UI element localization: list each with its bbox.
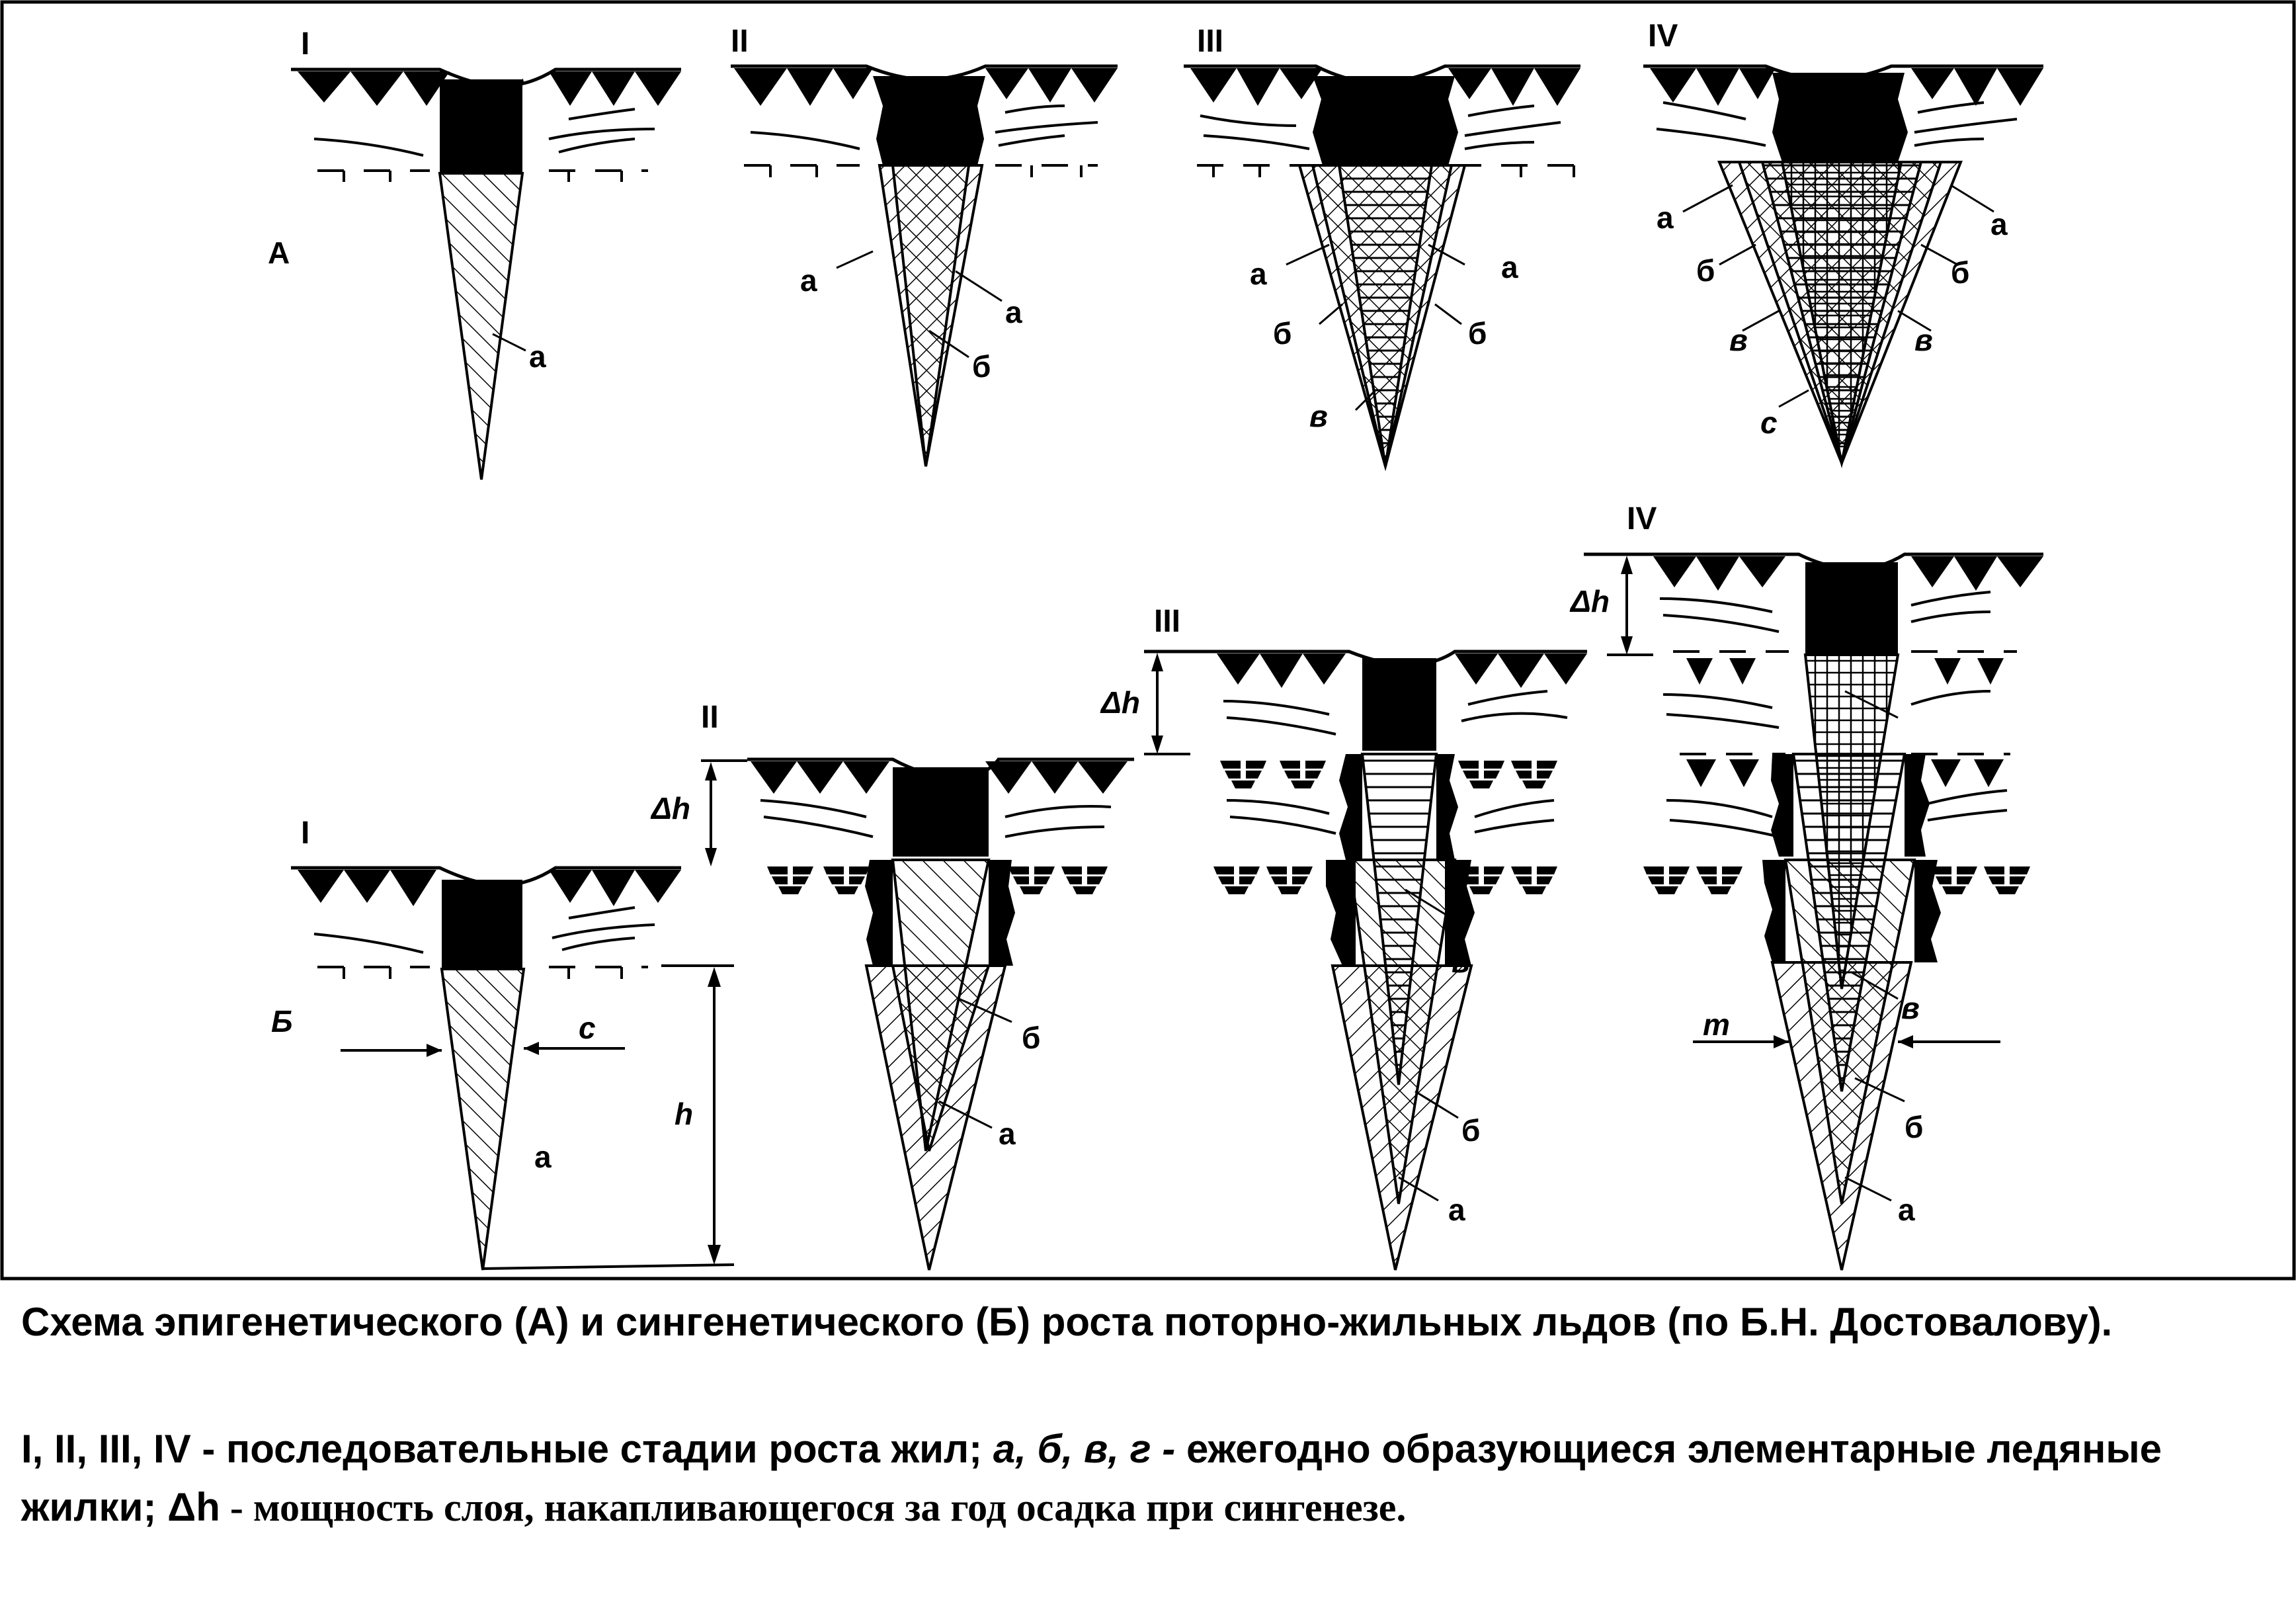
stage-b2: [701, 759, 1134, 1270]
legend-lead: I, II, III, IV - последовательные стадии роста жил;: [21, 1427, 993, 1471]
label-a: а: [1657, 200, 1674, 235]
label-b: б: [1022, 1021, 1041, 1055]
label-b: б: [972, 349, 991, 384]
stage-a3: [1184, 66, 1587, 466]
label-a: а: [1250, 257, 1267, 291]
caption-legend: [21, 1420, 2270, 1537]
label-dh: Δh: [1571, 584, 1610, 618]
label-a: а: [1448, 1193, 1465, 1227]
label-v: в: [1452, 945, 1470, 979]
stage-b3: [1144, 652, 1587, 1270]
label-c: с: [1760, 405, 1778, 440]
label-v: в: [1914, 323, 1933, 357]
label-b: б: [1461, 1113, 1481, 1148]
label-b: б: [1273, 316, 1292, 351]
label-a: а: [529, 339, 546, 374]
label-a: а: [1990, 207, 2008, 241]
row-b-label: Б: [271, 1004, 293, 1038]
figure-border: [2, 2, 2294, 1279]
label-h: h: [675, 1097, 694, 1131]
label-a: а: [800, 263, 817, 298]
label-dh: Δh: [1101, 685, 1140, 720]
stage-label-b1: I: [301, 816, 310, 851]
stage-label-b4: IV: [1627, 501, 1657, 536]
row-a-label: А: [268, 235, 290, 270]
label-b: б: [1696, 253, 1715, 288]
row-b-syngenetic: [291, 554, 2043, 1270]
stage-label-b2: II: [701, 700, 719, 735]
label-v: в: [1309, 399, 1328, 433]
row-a-epigenetic: [291, 66, 2043, 480]
stage-label-a2: II: [731, 24, 749, 59]
label-b: б: [1468, 316, 1487, 351]
stage-label-a1: I: [301, 26, 310, 62]
label-b: б: [1951, 255, 1970, 290]
stage-a1: [291, 69, 681, 480]
stage-b1: [291, 868, 734, 1270]
caption-title: Схема эпигенетического (А) и сингенетического (Б) роста поторно-жильных льдов (по Б.Н. Достовалову).: [21, 1300, 2113, 1344]
label-v: в: [1901, 991, 1920, 1025]
label-m: m: [1703, 1007, 1730, 1042]
figure-caption: [21, 1293, 2270, 1537]
label-v: в: [1729, 323, 1748, 357]
stage-a2: [731, 66, 1118, 466]
legend-italic: а, б, в, г -: [993, 1427, 1176, 1471]
label-a: а: [1005, 295, 1022, 329]
label-c: с: [579, 1011, 596, 1045]
legend-tail: - мощность слоя, накапливающегося за год осадка при сингенезе.: [220, 1486, 1407, 1529]
label-a: а: [999, 1117, 1016, 1151]
label-a: а: [1898, 1193, 1915, 1227]
label-b: б: [1905, 1110, 1924, 1144]
label-a: а: [534, 1140, 552, 1174]
label-a: а: [1501, 250, 1518, 284]
stage-label-a3: III: [1197, 24, 1224, 59]
stage-label-b3: III: [1154, 604, 1181, 639]
legend-dh: Δh: [167, 1485, 220, 1529]
label-dh: Δh: [651, 791, 690, 825]
legend-mid: ежегодно образующиеся элементарные ледяные жилки;: [21, 1427, 2162, 1529]
stage-b4: [1584, 554, 2043, 1270]
stage-label-a4: IV: [1648, 19, 1678, 54]
